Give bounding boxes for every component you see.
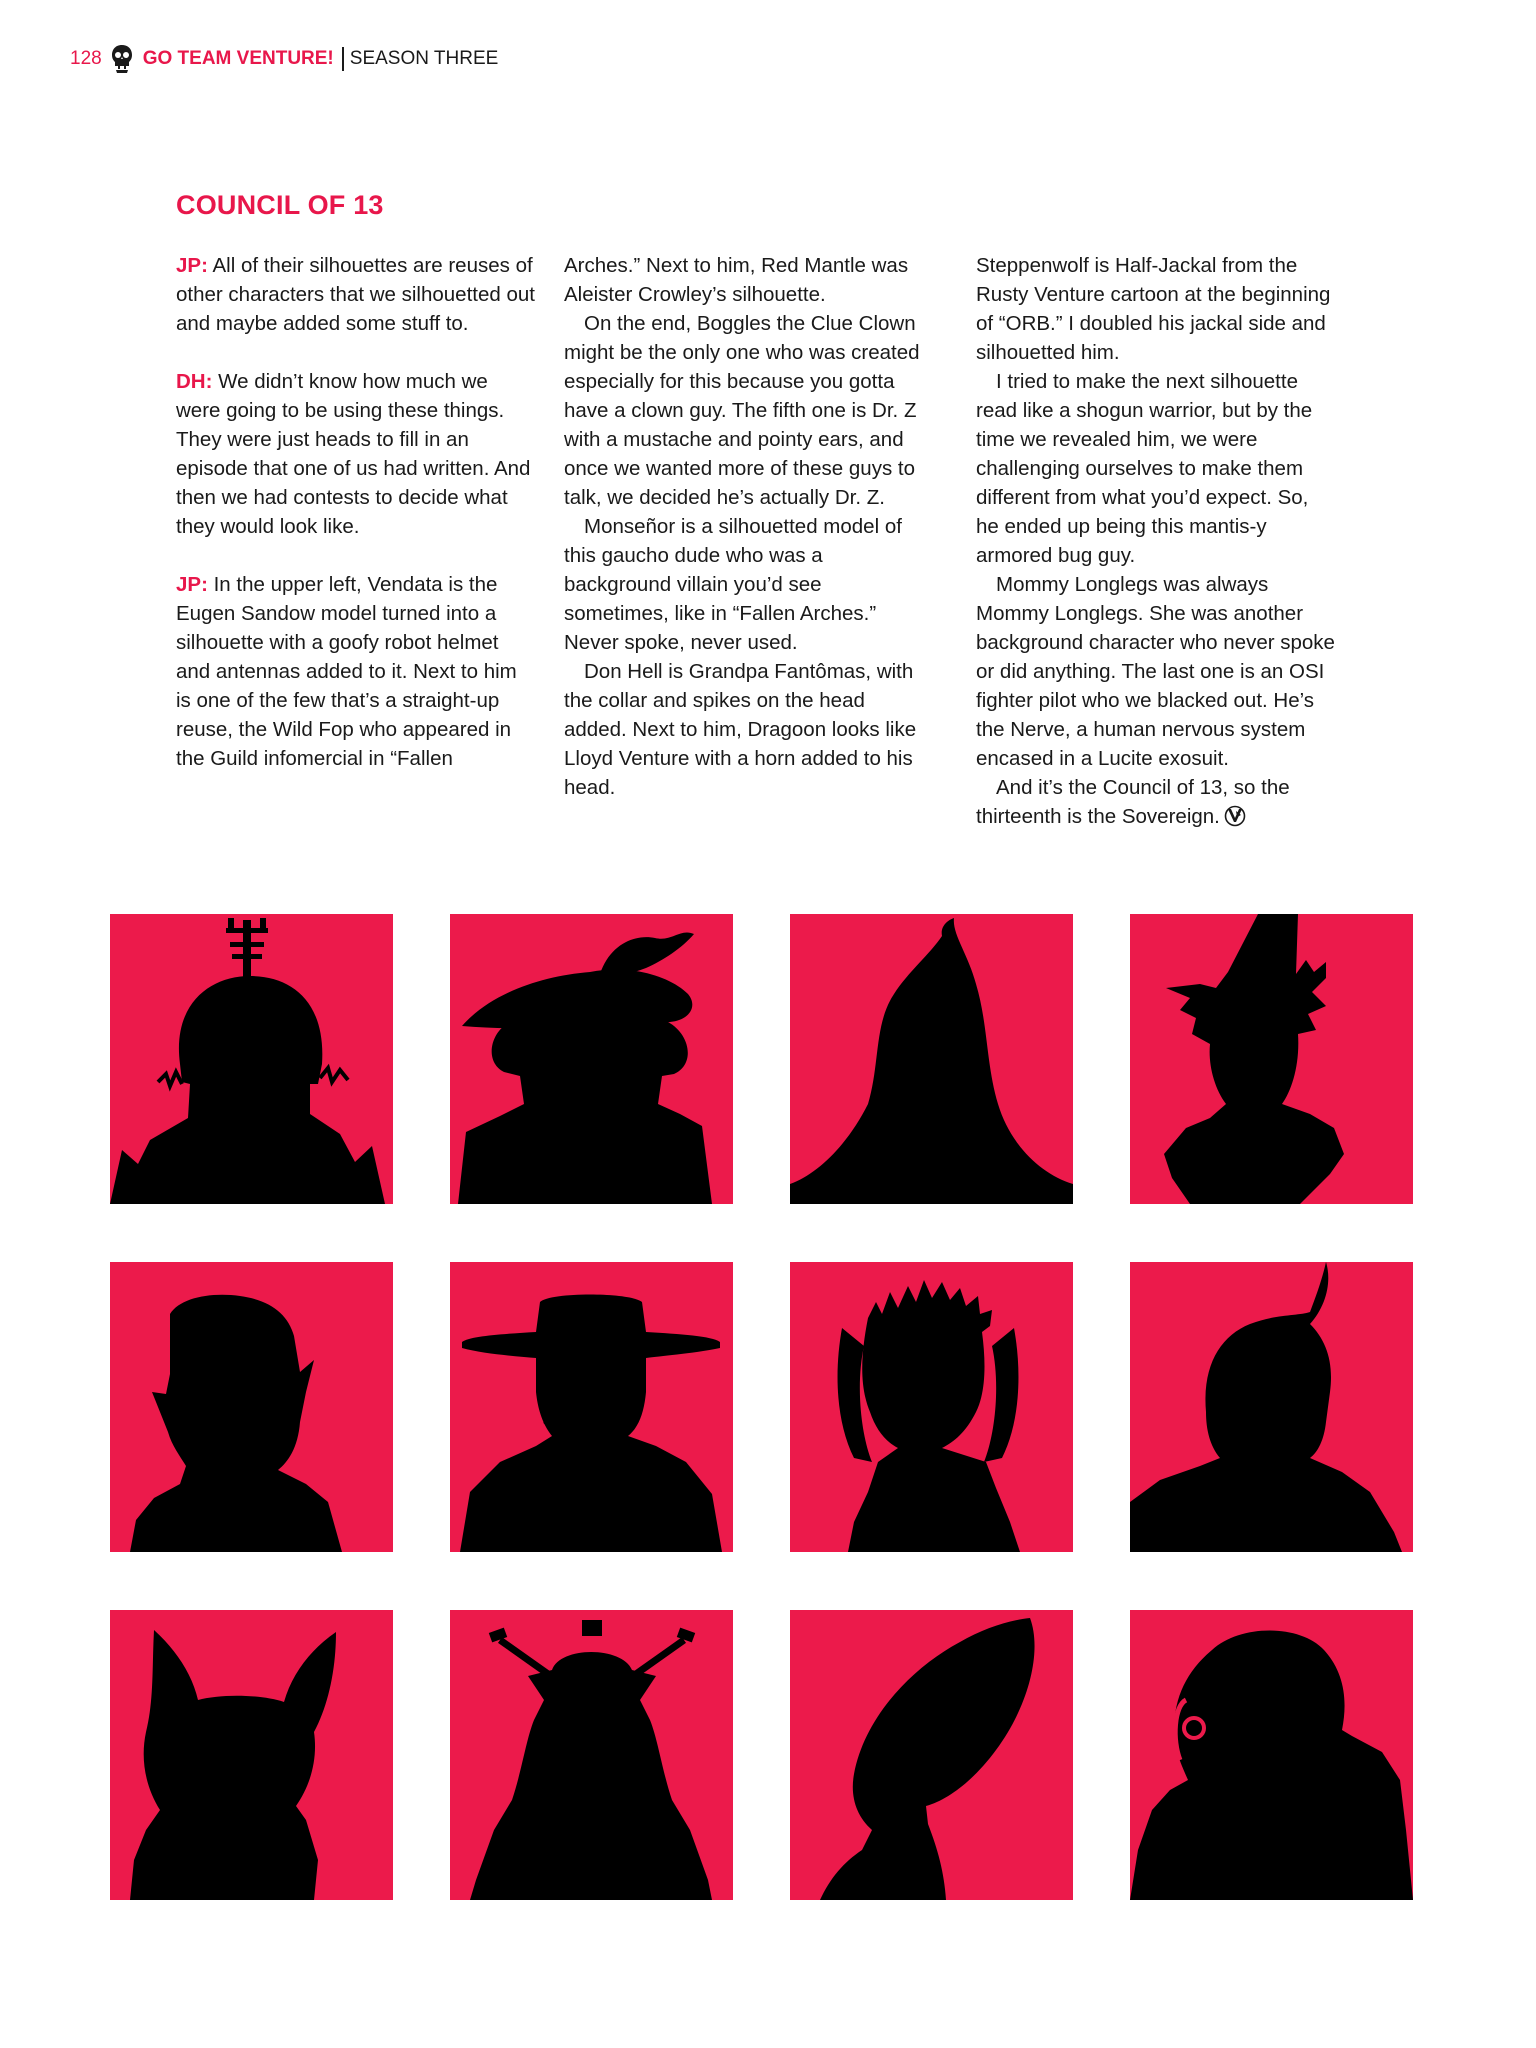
paragraph [176,251,536,338]
silhouette-tile [790,914,1073,1204]
text-column-2 [564,251,924,802]
helmet-pilot-silhouette-icon [1130,1610,1413,1900]
silhouette-tile [110,1610,393,1900]
page-number: 128 [70,48,102,69]
paragraph [176,570,536,773]
paragraph-text: In the upper left, Vendata is the Eugen Sandow model turned into a silhouette with a goofy robot helmet and antennas added to it. Next to him is one of the few that’s a straight-up reuse, the Wild Fop who appeared in the Guild infomercial in “Fallen [176,573,517,770]
paragraph: Steppenwolf is Half-Jackal from the Rusty Venture cartoon at the beginning of “ORB.” I doubled his jackal side and silhouetted him. [976,254,1331,364]
clown-silhouette-icon [1130,914,1413,1204]
silhouette-tile [450,1610,733,1900]
skull-logo-icon [110,44,134,74]
paragraph: Mommy Longlegs was always Mommy Longlegs. She was another background character who never spoke or did anything. The last one is an OSI fighter pilot who we blacked out. He’s the Nerve, a human nervous system encased in a Lucite exosuit. [976,573,1335,770]
paragraph: Don Hell is Grandpa Fantômas, with the collar and spikes on the head added. Next to him, Dragoon looks like Lloyd Venture with a horn added to his head. [564,660,917,799]
section-label: SEASON THREE [349,48,499,69]
paragraph: I tried to make the next silhouette read like a shogun warrior, but by the time we revealed him, we were challenging ourselves to make them different from what you’d expect. So, he ended up being this mantis-y armored bug guy. [976,370,1313,567]
text-column-3 [976,251,1336,831]
silhouette-tile [790,1610,1073,1900]
silhouette-tile [110,914,393,1204]
paragraph-text: We didn’t know how much we were going to be using these things. They were just heads to fill in an episode that one of us had written. And then we had contests to decide what they would look like. [176,370,531,538]
paragraph [176,367,536,541]
article-title: COUNCIL OF 13 [176,190,384,220]
gaucho-hat-silhouette-icon [450,1262,733,1552]
speaker-tag: JP: [176,254,208,277]
long-head-silhouette-icon [790,1610,1073,1900]
antennae-bug-silhouette-icon [450,1610,733,1900]
pointy-ears-silhouette-icon [110,1262,393,1552]
silhouette-tile [1130,914,1413,1204]
hooded-mantle-silhouette-icon [790,914,1073,1204]
silhouette-tile [450,914,733,1204]
spiked-collar-silhouette-icon [790,1262,1073,1552]
speaker-tag: JP: [176,573,208,596]
paragraph: On the end, Boggles the Clue Clown might be the only one who was created especially for this because you gotta have a clown guy. The fifth one is Dr. Z with a mustache and pointy ears, and once we wanted more of these guys to talk, we decided he’s actually Dr. Z. [564,312,920,509]
silhouette-tile [1130,1262,1413,1552]
venture-v-logo-icon [1224,805,1246,827]
running-head [70,44,498,74]
text-column-1 [176,251,536,773]
horned-silhouette-icon [1130,1262,1413,1552]
robot-helmet-silhouette-icon [110,914,393,1204]
header-divider [342,47,344,71]
paragraph [976,773,1336,831]
silhouette-tile [110,1262,393,1552]
plumed-hat-silhouette-icon [450,914,733,1204]
jackal-ears-silhouette-icon [110,1610,393,1900]
speaker-tag: DH: [176,370,213,393]
silhouette-tile [450,1262,733,1552]
book-title: GO TEAM VENTURE! [142,48,334,69]
silhouette-tile [790,1262,1073,1552]
paragraph-text: And it’s the Council of 13, so the thirteenth is the Sovereign. [976,776,1290,828]
paragraph: Monseñor is a silhouetted model of this gaucho dude who was a background villain you’d see sometimes, like in “Fallen Arches.” Never spoke, never used. [564,515,902,654]
paragraph: Arches.” Next to him, Red Mantle was Aleister Crowley’s silhouette. [564,254,909,306]
paragraph-text: All of their silhouettes are reuses of other characters that we silhouetted out and maybe added some stuff to. [176,254,535,335]
silhouette-tile [1130,1610,1413,1900]
